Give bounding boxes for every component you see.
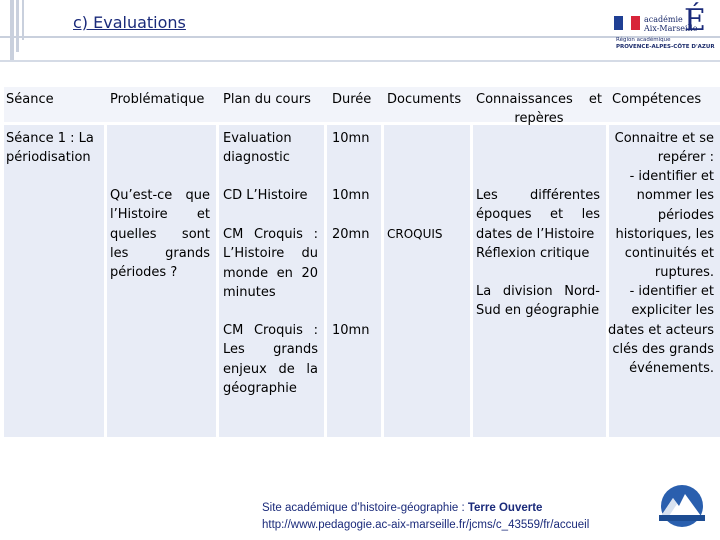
header-connaissances: Connaissances et repères bbox=[476, 92, 602, 127]
footer-site-name: Terre Ouverte bbox=[467, 502, 543, 514]
terre-ouverte-logo-icon bbox=[651, 482, 713, 528]
competences-item-3: - identifier et expliciter les dates et acteurs clés des grands événements. bbox=[608, 284, 715, 377]
column-divider bbox=[104, 124, 107, 437]
plan-item-2: CD L’Histoire bbox=[223, 188, 308, 203]
seance-cell: Séance 1 : La périodisation bbox=[6, 131, 94, 166]
connaissances-item-1: Les différentes époques et les dates de l’Histoire bbox=[476, 188, 600, 242]
french-flag-icon bbox=[614, 16, 640, 30]
documents-cell: CROQUIS bbox=[387, 227, 443, 241]
header-problematique: Problématique bbox=[110, 92, 205, 107]
footer bbox=[262, 500, 589, 534]
duree-3: 20mn bbox=[332, 227, 370, 242]
column-divider bbox=[381, 124, 384, 437]
problematique-cell: Qu’est-ce que l’Histoire et quelles sont les grands périodes ? bbox=[110, 188, 210, 281]
academie-logo bbox=[612, 4, 716, 54]
header-seance: Séance bbox=[6, 92, 54, 107]
connaissances-item-3: La division Nord-Sud en géographie bbox=[476, 284, 600, 319]
footer-line-1: Site académique d’histoire-géographie : Terre Ouverte bbox=[262, 502, 543, 514]
decorative-bar bbox=[16, 0, 19, 52]
footer-url[interactable]: http://www.pedagogie.ac-aix-marseille.fr/jcms/c_43559/fr/accueil bbox=[262, 519, 590, 531]
decorative-bar bbox=[10, 0, 14, 60]
header-plan: Plan du cours bbox=[223, 92, 311, 107]
competences-item-1: Connaitre et se repérer : bbox=[614, 131, 714, 166]
duree-4: 10mn bbox=[332, 323, 370, 338]
logo-region: Région académique PROVENCE-ALPES-CÔTE D'AZUR bbox=[616, 37, 715, 50]
plan-item-4: CM Croquis : Les grands enjeux de la géographie bbox=[223, 323, 318, 396]
decorative-bar bbox=[22, 0, 24, 40]
column-divider bbox=[216, 124, 219, 437]
duree-1: 10mn bbox=[332, 131, 370, 146]
logo-letter: É bbox=[684, 3, 706, 38]
column-divider bbox=[324, 124, 327, 437]
table-divider bbox=[4, 122, 720, 125]
plan-item-3: CM Croquis : L’Histoire du monde en 20 minutes bbox=[223, 227, 318, 300]
competences-item-2: - identifier et nommer les périodes historiques, les continuités et ruptures. bbox=[615, 169, 714, 281]
header-documents: Documents bbox=[387, 92, 462, 107]
header-duree: Durée bbox=[332, 92, 372, 107]
header-competences: Compétences bbox=[612, 92, 702, 107]
plan-item-1: Evaluation diagnostic bbox=[223, 131, 292, 166]
column-divider bbox=[470, 124, 473, 437]
logo-text: académie Aix-Marseille bbox=[644, 15, 698, 33]
connaissances-item-2: Réflexion critique bbox=[476, 246, 590, 261]
duree-2: 10mn bbox=[332, 188, 370, 203]
slide-title: c) Evaluations bbox=[73, 13, 186, 32]
decorative-line bbox=[0, 60, 720, 62]
